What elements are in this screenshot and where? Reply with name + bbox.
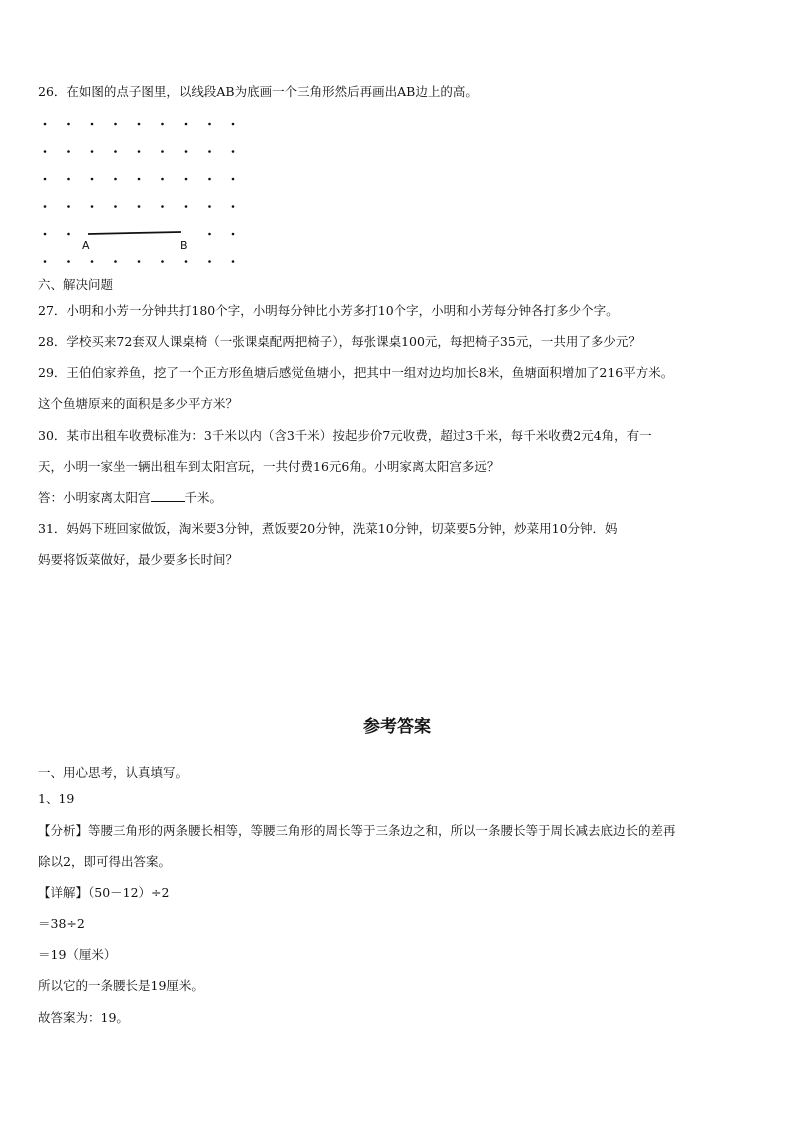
question-31-line1: 31．妈妈下班回家做饭，淘米要3分钟，煮饭要20分钟，洗菜10分钟，切菜要5分钟，炒菜用10分钟．妈 (38, 521, 618, 536)
question-30-line2: 天，小明一家坐一辆出租车到太阳宫玩，一共付费16元6角。小明家离太阳宫多远？ (38, 459, 500, 474)
answer-1-analysis-line1: 【分析】等腰三角形的两条腰长相等，等腰三角形的周长等于三条边之和，所以一条腰长等于周长减去底边长的差再 (38, 823, 676, 838)
grid-dot (185, 260, 188, 263)
question-28: 28．学校买来72套双人课桌椅（一张课桌配两把椅子），每张课桌100元，每把椅子35元，一共用了多少元？ (38, 334, 641, 349)
grid-dot (161, 150, 164, 153)
segment-ab (88, 232, 181, 234)
grid-dot (208, 205, 211, 208)
grid-dot (232, 123, 235, 126)
question-30-line1: 30．某市出租车收费标准为：3千米以内（含3千米）按起步价7元收费，超过3千米，每千米收费2元4角，有一 (38, 428, 652, 443)
question-30-answer (38, 489, 222, 507)
grid-dot (91, 178, 94, 181)
grid-dot (185, 123, 188, 126)
label-a: A (82, 239, 90, 252)
answer-1-analysis-line2: 除以2，即可得出答案。 (38, 854, 171, 869)
grid-dot (208, 123, 211, 126)
grid-dot (138, 205, 141, 208)
grid-dot (91, 123, 94, 126)
answer-suffix: 千米。 (184, 490, 223, 505)
dot-grid-figure (38, 112, 238, 272)
section-6-heading: 六、解决问题 (38, 277, 114, 292)
grid-dot (44, 260, 47, 263)
grid-dot (114, 260, 117, 263)
grid-dot (114, 178, 117, 181)
grid-dot (91, 150, 94, 153)
grid-dot (232, 260, 235, 263)
grid-dot (138, 178, 141, 181)
label-b: B (180, 239, 188, 252)
grid-dot (44, 233, 47, 236)
answer-1-step2: ＝38÷2 (38, 916, 85, 931)
answer-prefix: 答：小明家离太阳宫 (38, 490, 151, 505)
grid-dot (44, 205, 47, 208)
answer-1-final: 故答案为：19。 (38, 1010, 129, 1025)
answers-title: 参考答案 (363, 717, 431, 737)
grid-dot (208, 260, 211, 263)
answers-section-1: 一、用心思考，认真填写。 (38, 765, 189, 780)
question-29-line1: 29．王伯伯家养鱼，挖了一个正方形鱼塘后感觉鱼塘小，把其中一组对边均加长8米，鱼塘面积增加了216平方米。 (38, 365, 674, 380)
grid-dot (44, 150, 47, 153)
grid-dot (91, 205, 94, 208)
answer-1-head: 1、19 (38, 791, 75, 806)
grid-dots (44, 123, 235, 263)
grid-dot (185, 150, 188, 153)
grid-dot (138, 123, 141, 126)
answer-1-detail: 【详解】（50－12）÷2 (38, 885, 170, 900)
grid-dot (44, 178, 47, 181)
grid-dot (138, 260, 141, 263)
question-27: 27．小明和小芳一分钟共打180个字，小明每分钟比小芳多打10个字，小明和小芳每分钟各打多少个字。 (38, 303, 619, 318)
grid-dot (67, 123, 70, 126)
question-29-line2: 这个鱼塘原来的面积是多少平方米？ (38, 396, 239, 411)
grid-dot (208, 150, 211, 153)
grid-dot (208, 178, 211, 181)
grid-dot (161, 123, 164, 126)
question-31-line2: 妈要将饭菜做好，最少要多长时间？ (38, 552, 239, 567)
grid-dot (161, 205, 164, 208)
grid-dot (232, 205, 235, 208)
grid-dot (114, 150, 117, 153)
grid-dot (232, 178, 235, 181)
grid-dot (67, 150, 70, 153)
grid-dot (138, 150, 141, 153)
grid-dot (67, 260, 70, 263)
question-26: 26．在如图的点子图里，以线段AB为底画一个三角形然后再画出AB边上的高。 (38, 84, 478, 99)
answer-1-conclusion: 所以它的一条腰长是19厘米。 (38, 978, 204, 993)
grid-dot (232, 150, 235, 153)
grid-dot (67, 205, 70, 208)
answer-blank[interactable] (151, 489, 185, 502)
grid-dot (114, 205, 117, 208)
grid-dot (91, 260, 94, 263)
grid-dot (44, 123, 47, 126)
grid-dot (208, 233, 211, 236)
grid-dot (67, 233, 70, 236)
grid-dot (67, 178, 70, 181)
grid-dot (232, 233, 235, 236)
grid-dot (114, 123, 117, 126)
grid-dot (185, 205, 188, 208)
grid-dot (161, 260, 164, 263)
grid-dot (161, 178, 164, 181)
answer-1-step3: ＝19（厘米） (38, 947, 117, 962)
grid-dot (185, 178, 188, 181)
